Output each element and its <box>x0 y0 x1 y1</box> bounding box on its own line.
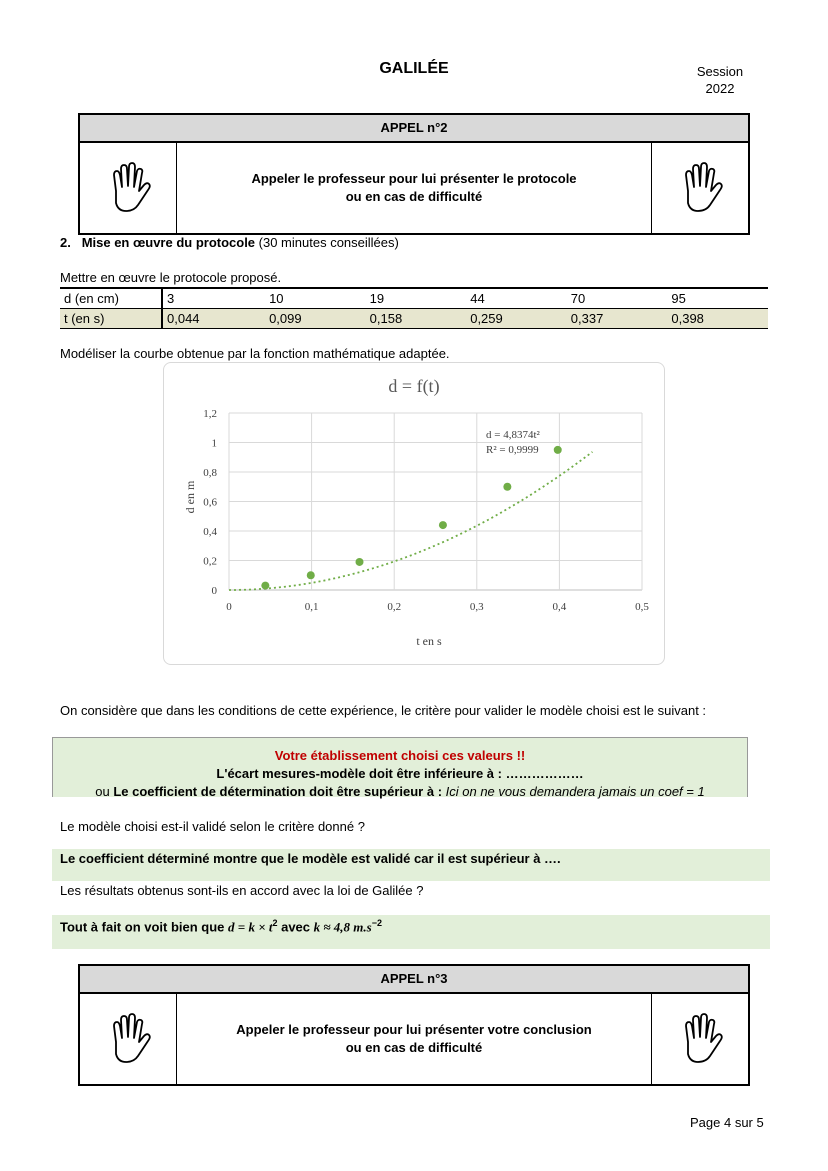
table-cell: 3 <box>162 288 265 309</box>
table-cell: 0,158 <box>366 309 467 329</box>
session-label: Session <box>696 64 744 79</box>
appel-2-box <box>78 113 750 235</box>
section-title: Mise en œuvre du protocole <box>81 235 256 250</box>
chart-data-point <box>307 571 315 579</box>
chart-x-tick-label: 0,2 <box>387 601 402 613</box>
criteria-line2-italic: Ici on ne vous demandera jamais un coef = 1 <box>442 784 705 799</box>
appel-3-text <box>177 994 651 1084</box>
table-cell: 0,099 <box>265 309 366 329</box>
chart-x-tick-label: 0 <box>226 601 232 613</box>
answer-2-exp2: −2 <box>371 918 382 928</box>
chart-grid <box>229 413 642 590</box>
appel-3-title: APPEL n°3 <box>80 966 748 994</box>
section-number: 2. <box>60 235 71 250</box>
chart-y-tick-label: 0 <box>211 585 217 597</box>
chart-x-tick-label: 0,4 <box>552 601 567 613</box>
answer-2-formula1: d = k × t <box>228 919 273 935</box>
chart-svg <box>164 363 664 664</box>
section-duration: (30 minutes conseillées) <box>255 235 399 250</box>
table-cell: 10 <box>265 288 366 309</box>
table-cell: 19 <box>366 288 467 309</box>
chart-points <box>261 446 561 590</box>
hand-icon <box>80 994 177 1084</box>
section-heading <box>60 235 399 250</box>
chart-title: d = f(t) <box>388 376 440 396</box>
table-row-label: t (en s) <box>60 309 162 329</box>
measurement-table <box>60 287 768 329</box>
table-cell: 0,398 <box>667 309 768 329</box>
chart-trendline <box>229 452 592 590</box>
question-2: Les résultats obtenus sont-ils en accord avec la loi de Galilée ? <box>60 883 424 898</box>
chart-y-tick-label: 0,6 <box>203 496 217 509</box>
hand-icon <box>651 994 748 1084</box>
criteria-line2 <box>53 783 747 801</box>
criteria-line2-bold: Le coefficient de détermination doit être supérieur à : <box>113 784 443 799</box>
criteria-line2-prefix: ou <box>95 784 114 799</box>
chart-equation: d = 4,8374t² <box>486 429 540 441</box>
page-number: Page 4 sur 5 <box>690 1115 764 1130</box>
answer-2-exp1: 2 <box>272 918 278 928</box>
intro-text: Mettre en œuvre le protocole proposé. <box>60 270 282 285</box>
answer-2-prefix: Tout à fait on voit bien que <box>60 919 229 935</box>
chart-y-tick-label: 0,2 <box>203 555 217 568</box>
chart-y-tick-label: 0,4 <box>203 526 217 538</box>
table-cell: 44 <box>466 288 567 309</box>
criteria-intro: On considère que dans les conditions de cette expérience, le critère pour valider le modèle choisi est le suivant : <box>60 703 707 718</box>
chart-data-point <box>503 483 511 491</box>
chart-data-point <box>356 558 364 566</box>
chart-ticks <box>203 408 649 613</box>
answer-2-mid: avec <box>277 919 314 935</box>
session-year: 2022 <box>705 81 735 96</box>
table-cell: 0,044 <box>162 309 265 329</box>
answer-1: Le coefficient déterminé montre que le modèle est validé car il est supérieur à …. <box>52 849 770 881</box>
chart-y-tick-label: 1,2 <box>203 408 217 420</box>
chart-y-tick-label: 0,8 <box>203 467 217 479</box>
appel-2-text <box>177 143 651 233</box>
appel-2-title: APPEL n°2 <box>80 115 748 143</box>
hand-icon <box>80 143 177 233</box>
answer-2-formula2: k ≈ 4,8 m.s <box>313 919 372 935</box>
page-title: GALILÉE <box>379 60 449 77</box>
table-cell: 70 <box>567 288 668 309</box>
table-row <box>60 309 768 329</box>
appel-3-box <box>78 964 750 1086</box>
chart-x-tick-label: 0,3 <box>469 601 484 613</box>
table-cell: 0,337 <box>567 309 668 329</box>
appel-3-line1: Appeler le professeur pour lui présenter votre conclusion <box>236 1022 592 1037</box>
appel-2-line2: ou en cas de difficulté <box>345 189 483 204</box>
appel-2-line1: Appeler le professeur pour lui présenter le protocole <box>251 171 577 186</box>
question-1: Le modèle choisi est-il validé selon le critère donné ? <box>60 819 365 834</box>
chart-data-point <box>261 582 269 590</box>
table-row-label: d (en cm) <box>60 288 162 309</box>
chart-x-tick-label: 0,1 <box>304 601 319 613</box>
chart-data-point <box>554 446 562 454</box>
table-cell: 0,259 <box>466 309 567 329</box>
chart-frame <box>163 362 665 665</box>
chart-ylabel: d en m <box>183 480 197 514</box>
answer-2 <box>52 915 770 949</box>
appel-3-line2: ou en cas de difficulté <box>345 1040 483 1055</box>
model-text: Modéliser la courbe obtenue par la fonction mathématique adaptée. <box>60 346 450 361</box>
chart-xlabel: t en s <box>416 634 442 648</box>
chart-data-point <box>439 521 447 529</box>
table-cell: 95 <box>667 288 768 309</box>
criteria-line1: L'écart mesures-modèle doit être inférieure à : ……………… <box>216 766 584 781</box>
criteria-warning: Votre établissement choisi ces valeurs !! <box>274 748 526 763</box>
criteria-box <box>52 737 748 797</box>
chart-x-tick-label: 0,5 <box>635 601 649 613</box>
hand-icon <box>651 143 748 233</box>
chart-r2: R² = 0,9999 <box>486 444 539 456</box>
session-block <box>680 63 760 97</box>
chart-y-tick-label: 1 <box>211 437 217 450</box>
table-row <box>60 288 768 309</box>
